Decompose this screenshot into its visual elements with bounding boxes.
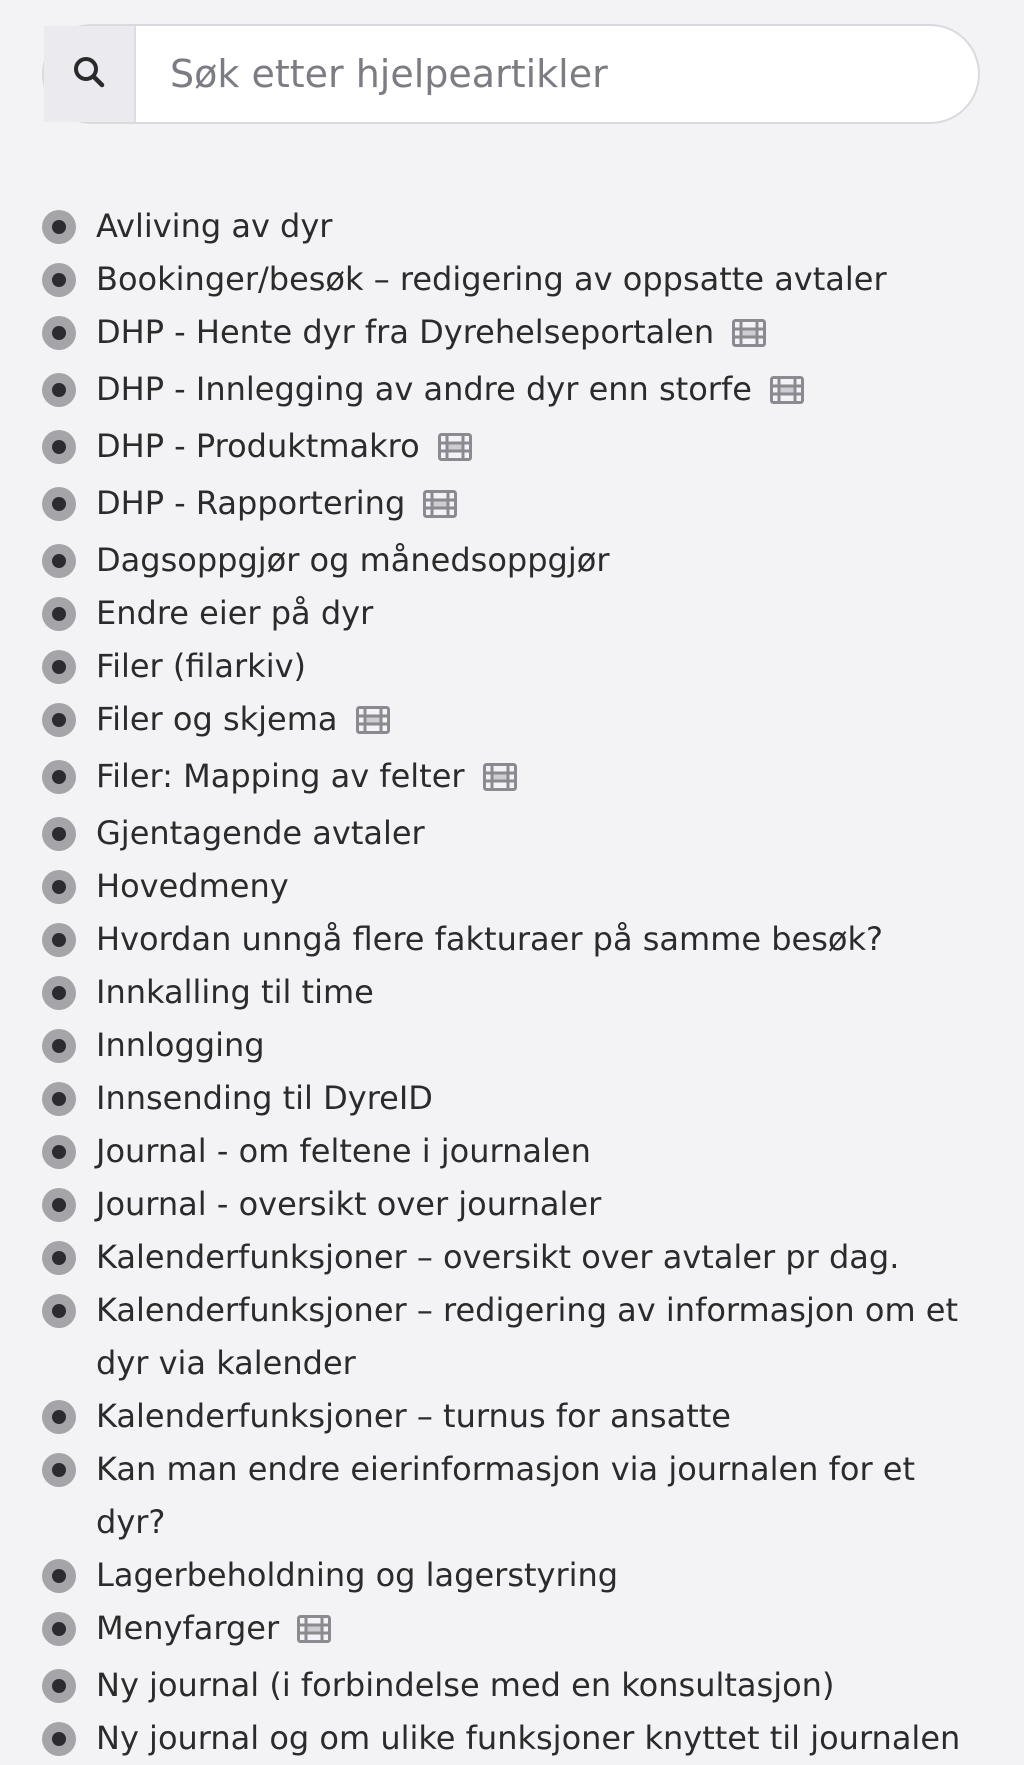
bullet-icon <box>42 1241 76 1275</box>
article-link[interactable]: Gjentagende avtaler <box>96 814 425 852</box>
list-item <box>40 1443 990 1549</box>
list-item <box>40 1178 990 1231</box>
bullet-icon <box>42 760 76 794</box>
bullet-dot <box>52 1732 66 1746</box>
bullet-icon <box>42 1188 76 1222</box>
article-link[interactable]: Innsending til DyreID <box>96 1079 433 1117</box>
list-item <box>40 750 990 807</box>
bullet-icon <box>42 703 76 737</box>
article-link[interactable]: Lagerbeholdning og lagerstyring <box>96 1556 619 1594</box>
bullet-dot <box>52 1092 66 1106</box>
article-link[interactable]: Filer (filarkiv) <box>96 647 307 685</box>
list-item <box>40 200 990 253</box>
article-link[interactable]: DHP - Produktmakro <box>96 427 420 465</box>
article-link[interactable]: DHP - Innlegging av andre dyr enn storfe <box>96 370 752 408</box>
bullet-dot <box>52 554 66 568</box>
list-item <box>40 1712 990 1765</box>
film-icon <box>423 481 457 534</box>
article-link[interactable]: Ny journal (i forbindelse med en konsultasjon) <box>96 1666 835 1704</box>
bullet-icon <box>42 1559 76 1593</box>
list-item <box>40 1125 990 1178</box>
bullet-dot <box>52 1304 66 1318</box>
article-link[interactable]: Ny journal og om ulike funksjoner knyttet til journalen <box>96 1719 961 1757</box>
article-link[interactable]: Hovedmeny <box>96 867 289 905</box>
film-icon <box>483 754 517 807</box>
list-item <box>40 1602 990 1659</box>
bullet-icon <box>42 544 76 578</box>
article-link[interactable]: DHP - Rapportering <box>96 484 406 522</box>
film-icon <box>297 1606 331 1659</box>
bullet-dot <box>52 933 66 947</box>
bullet-dot <box>52 713 66 727</box>
article-link[interactable]: Filer: Mapping av felter <box>96 757 465 795</box>
article-link[interactable]: Kalenderfunksjoner – redigering av informasjon om et dyr via kalender <box>96 1291 959 1382</box>
bullet-dot <box>52 1410 66 1424</box>
bullet-icon <box>42 1082 76 1116</box>
article-link[interactable]: Menyfarger <box>96 1609 280 1647</box>
article-link[interactable]: Bookinger/besøk – redigering av oppsatte avtaler <box>96 260 887 298</box>
list-item <box>40 363 990 420</box>
list-item <box>40 807 990 860</box>
list-item <box>40 306 990 363</box>
bullet-dot <box>52 1039 66 1053</box>
list-item <box>40 477 990 534</box>
article-list <box>40 200 990 1765</box>
bullet-icon <box>42 430 76 464</box>
search-icon-addon[interactable] <box>44 26 136 122</box>
bullet-icon <box>42 923 76 957</box>
bullet-dot <box>52 1569 66 1583</box>
list-item <box>40 693 990 750</box>
bullet-dot <box>52 607 66 621</box>
bullet-icon <box>42 487 76 521</box>
article-link[interactable]: Kalenderfunksjoner – oversikt over avtaler pr dag. <box>96 1238 900 1276</box>
list-item <box>40 253 990 306</box>
bullet-icon <box>42 1612 76 1646</box>
bullet-icon <box>42 650 76 684</box>
bullet-icon <box>42 373 76 407</box>
film-icon <box>732 310 766 363</box>
list-item <box>40 1390 990 1443</box>
list-item <box>40 534 990 587</box>
list-item <box>40 1072 990 1125</box>
article-link[interactable]: Endre eier på dyr <box>96 594 374 632</box>
article-link[interactable]: Kan man endre eierinformasjon via journalen for et dyr? <box>96 1450 915 1541</box>
bullet-dot <box>52 1198 66 1212</box>
bullet-icon <box>42 817 76 851</box>
bullet-icon <box>42 1669 76 1703</box>
list-item <box>40 1549 990 1602</box>
list-item <box>40 1019 990 1072</box>
bullet-dot <box>52 1145 66 1159</box>
bullet-dot <box>52 220 66 234</box>
bullet-dot <box>52 440 66 454</box>
article-link[interactable]: Innlogging <box>96 1026 265 1064</box>
bullet-icon <box>42 1294 76 1328</box>
bullet-icon <box>42 1722 76 1756</box>
film-icon <box>770 367 804 420</box>
bullet-dot <box>52 660 66 674</box>
list-item <box>40 860 990 913</box>
list-item <box>40 640 990 693</box>
search-input[interactable] <box>136 26 978 122</box>
list-item <box>40 1231 990 1284</box>
article-link[interactable]: Dagsoppgjør og månedsoppgjør <box>96 541 610 579</box>
film-icon <box>356 697 390 750</box>
article-link[interactable]: Kalenderfunksjoner – turnus for ansatte <box>96 1397 731 1435</box>
bullet-dot <box>52 770 66 784</box>
film-icon <box>438 424 472 477</box>
bullet-icon <box>42 1029 76 1063</box>
list-item <box>40 420 990 477</box>
list-item <box>40 587 990 640</box>
bullet-icon <box>42 316 76 350</box>
list-item <box>40 1659 990 1712</box>
list-item <box>40 913 990 966</box>
list-item <box>40 1284 990 1390</box>
bullet-dot <box>52 326 66 340</box>
article-link[interactable]: Journal - om feltene i journalen <box>96 1132 591 1170</box>
search-bar <box>42 24 980 124</box>
bullet-icon <box>42 976 76 1010</box>
bullet-dot <box>52 273 66 287</box>
bullet-dot <box>52 383 66 397</box>
bullet-dot <box>52 880 66 894</box>
bullet-dot <box>52 1251 66 1265</box>
bullet-icon <box>42 597 76 631</box>
bullet-dot <box>52 1622 66 1636</box>
article-link[interactable]: Journal - oversikt over journaler <box>96 1185 602 1223</box>
bullet-icon <box>42 210 76 244</box>
list-item <box>40 966 990 1019</box>
bullet-dot <box>52 986 66 1000</box>
bullet-icon <box>42 1400 76 1434</box>
bullet-dot <box>52 1679 66 1693</box>
article-link[interactable]: Filer og skjema <box>96 700 338 738</box>
article-link[interactable]: Avliving av dyr <box>96 207 333 245</box>
article-link[interactable]: Innkalling til time <box>96 973 374 1011</box>
bullet-icon <box>42 1453 76 1487</box>
bullet-icon <box>42 870 76 904</box>
article-link[interactable]: DHP - Hente dyr fra Dyrehelseportalen <box>96 313 715 351</box>
bullet-icon <box>42 1135 76 1169</box>
article-link[interactable]: Hvordan unngå flere fakturaer på samme besøk? <box>96 920 883 958</box>
bullet-icon <box>42 263 76 297</box>
bullet-dot <box>52 497 66 511</box>
search-icon <box>71 54 107 94</box>
bullet-dot <box>52 1463 66 1477</box>
bullet-dot <box>52 827 66 841</box>
